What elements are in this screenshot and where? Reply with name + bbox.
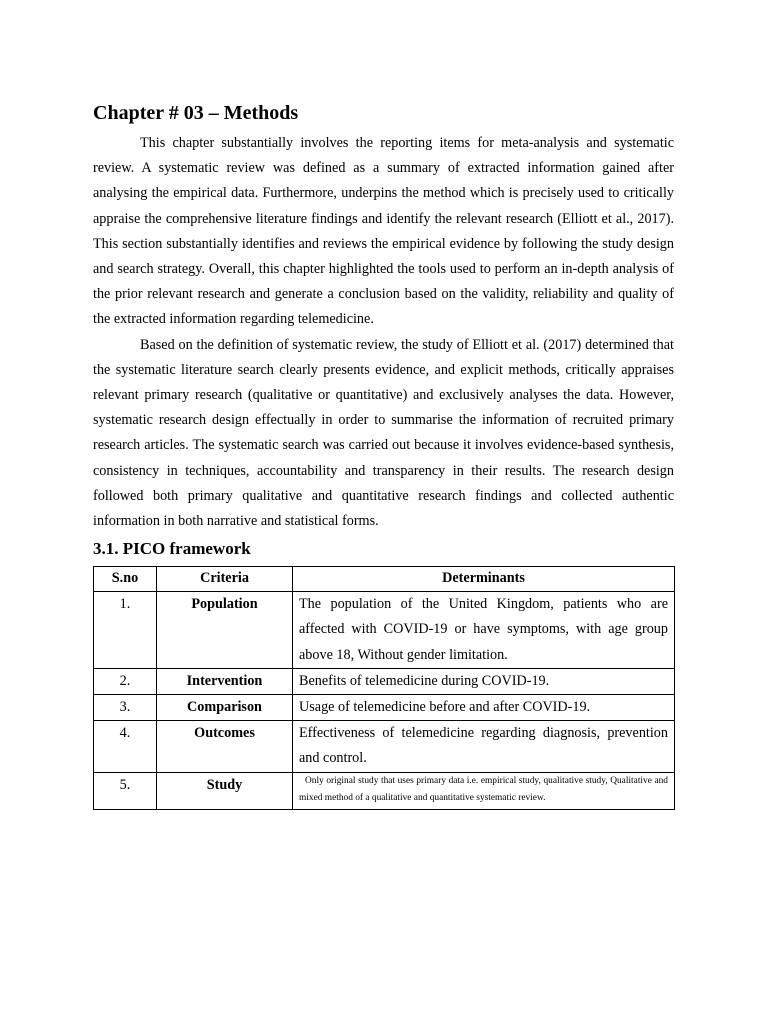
cell-sno: 4. [94, 721, 157, 772]
cell-criteria: Comparison [157, 695, 293, 721]
pico-table [93, 566, 675, 809]
chapter-title: Chapter # 03 – Methods [93, 102, 299, 124]
cell-determinant: Benefits of telemedicine during COVID-19. [293, 668, 675, 694]
cell-determinant: Only original study that uses primary data i.e. empirical study, qualitative study, Qualitative and mixed method of a qualitative and quantitative systematic review. [293, 772, 675, 809]
cell-determinant: Usage of telemedicine before and after COVID-19. [293, 695, 675, 721]
table-row [94, 721, 675, 772]
cell-sno: 5. [94, 772, 157, 809]
cell-sno: 3. [94, 695, 157, 721]
cell-determinant: The population of the United Kingdom, patients who are affected with COVID-19 or have symptoms, with age group above 18, Without gender limitation. [293, 592, 675, 669]
table-header-row [94, 567, 675, 592]
cell-criteria: Population [157, 592, 293, 669]
paragraph-intro: This chapter substantially involves the reporting items for meta-analysis and systematic review. A systematic review was defined as a summary of extracted information gained after analysing the empirical data. Furthermore, underpins the method which is precisely used to critically appraise the comprehensive literature findings and identify the relevant research (Elliott et al., 2017). This section substantially identifies and reviews the empirical evidence by following the study design and search strategy. Overall, this chapter highlighted the tools used to perform an in-depth analysis of the prior relevant research and generate a conclusion based on the validity, reliability and quality of the extracted information regarding telemedicine. [93, 135, 674, 328]
cell-criteria: Study [157, 772, 293, 809]
cell-determinant: Effectiveness of telemedicine regarding diagnosis, prevention and control. [293, 721, 675, 772]
table-row [94, 695, 675, 721]
paragraph-definition: Based on the definition of systematic review, the study of Elliott et al. (2017) determined that the systematic literature search clearly presents evidence, and explicit methods, critically appraises relevant primary research (qualitative or quantitative) and exclusively analyses the data. However, systematic research design effectually in order to summarise the information of recruited primary research articles. The systematic search was carried out because it involves evidence-based synthesis, consistency in techniques, accountability and transparency in their results. The research design followed both primary qualitative and quantitative research findings and collected authentic information in both narrative and statistical forms. [93, 336, 674, 530]
table-row [94, 668, 675, 694]
header-sno: S.no [94, 567, 157, 592]
cell-criteria: Outcomes [157, 721, 293, 772]
table-row [94, 772, 675, 809]
section-title: 3.1. PICO framework [93, 539, 251, 559]
table-row [94, 592, 675, 669]
cell-sno: 1. [94, 592, 157, 669]
cell-sno: 2. [94, 668, 157, 694]
cell-criteria: Intervention [157, 668, 293, 694]
header-determinants: Determinants [293, 567, 675, 592]
header-criteria: Criteria [157, 567, 293, 592]
